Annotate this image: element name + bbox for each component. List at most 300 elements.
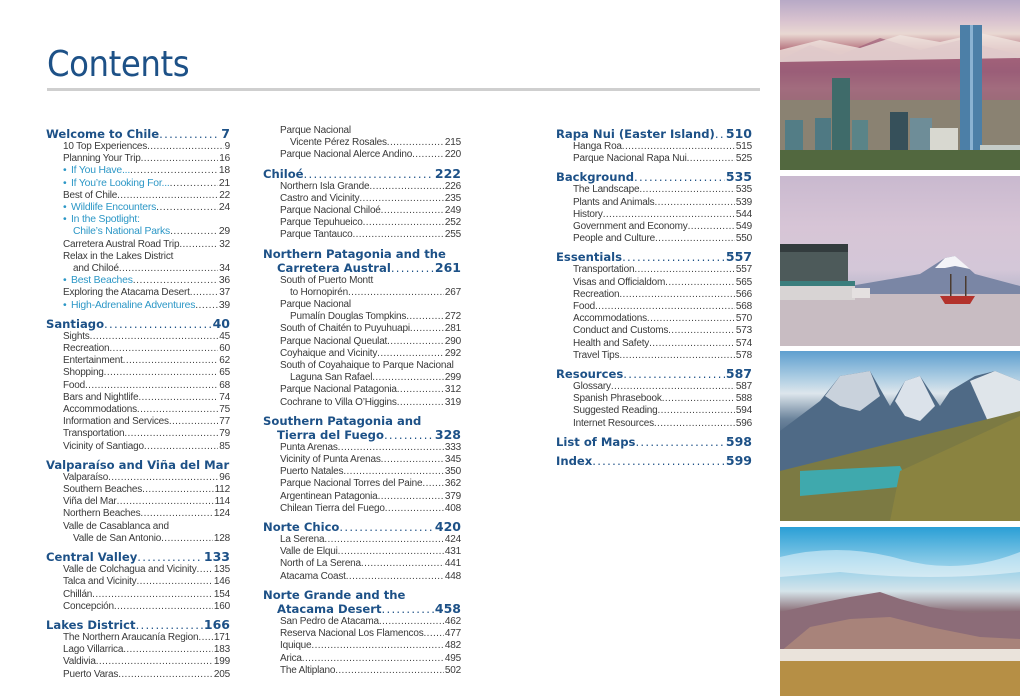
toc-entry[interactable] <box>263 360 461 372</box>
entry-text: South of Puerto Montt <box>280 274 374 286</box>
toc-entry[interactable] <box>556 325 752 337</box>
toc-entry[interactable] <box>263 336 461 348</box>
leader-dots <box>96 656 213 668</box>
toc-entry[interactable] <box>46 300 230 312</box>
toc-entry[interactable] <box>46 331 230 343</box>
toc-entry[interactable] <box>556 233 752 245</box>
toc-entry[interactable] <box>46 392 230 404</box>
leader-dots <box>372 372 444 384</box>
entry-text: Castro and Vicinity <box>280 192 360 204</box>
toc-section <box>263 245 461 409</box>
section-page-number: 133 <box>203 549 230 565</box>
leader-dots <box>611 381 735 393</box>
toc-entry[interactable] <box>263 125 461 137</box>
entry-text: North of La Serena <box>280 558 361 570</box>
toc-entry[interactable] <box>263 299 461 311</box>
entry-text: Conduct and Customs <box>573 325 669 337</box>
section-heading[interactable] <box>556 125 752 141</box>
section-title: Rapa Nui (Easter Island) <box>556 127 715 141</box>
entry-text: Viña del Mar <box>63 496 117 508</box>
toc-entry[interactable] <box>46 251 230 263</box>
section-heading[interactable] <box>556 365 752 381</box>
entry-page-number: 350 <box>444 466 461 478</box>
toc-entry[interactable] <box>556 221 752 233</box>
section-heading[interactable] <box>556 248 752 264</box>
leader-dots <box>369 181 444 193</box>
entry-text: Parque Tantauco <box>280 229 353 241</box>
entry-text: Valle de Colchagua and Vicinity <box>63 564 197 576</box>
toc-entry[interactable] <box>263 454 461 466</box>
toc-entry-continued[interactable] <box>263 372 461 384</box>
toc-entry[interactable] <box>46 484 230 496</box>
toc-entry[interactable] <box>46 496 230 508</box>
entry-text-wrap <box>280 491 378 503</box>
toc-entry-continued[interactable] <box>46 263 230 275</box>
desert-illustration <box>780 527 1020 696</box>
entry-text-wrap <box>280 125 351 137</box>
toc-entry[interactable] <box>46 441 230 453</box>
entry-text-cont: Chile’s National Parks <box>73 226 171 238</box>
toc-entry[interactable] <box>263 348 461 360</box>
toc-entry[interactable] <box>46 669 230 681</box>
toc-entry[interactable] <box>46 190 230 202</box>
toc-entry[interactable] <box>46 275 230 287</box>
entry-text-wrap <box>573 393 662 405</box>
section-title-cont: Atacama Desert <box>277 601 382 616</box>
section-heading-continued[interactable] <box>263 428 461 442</box>
toc-entry[interactable] <box>556 381 752 393</box>
toc-entry[interactable] <box>46 343 230 355</box>
entry-text-wrap <box>280 384 397 396</box>
toc-entry[interactable] <box>263 478 461 490</box>
toc-entry[interactable] <box>556 289 752 301</box>
entry-text: Parque Nacional <box>280 125 351 136</box>
toc-entry-continued[interactable] <box>46 533 230 545</box>
entry-text: If You’re Looking For... <box>71 177 170 189</box>
entry-text: Travel Tips <box>573 349 620 361</box>
entry-page-number: 539 <box>735 196 752 208</box>
entry-text: Accommodations <box>63 404 137 416</box>
section-page-number: 458 <box>434 601 461 616</box>
entry-text-wrap <box>63 202 156 214</box>
toc-entry[interactable] <box>46 178 230 190</box>
toc-entry[interactable] <box>556 301 752 313</box>
leader-dots <box>406 311 444 323</box>
leader-dots <box>136 618 203 632</box>
toc-entry[interactable] <box>46 564 230 576</box>
leader-dots <box>623 367 725 381</box>
toc-entry[interactable] <box>46 601 230 613</box>
entry-text: Food <box>63 379 85 391</box>
leader-dots <box>311 640 443 652</box>
toc-entry-continued[interactable] <box>263 311 461 323</box>
entry-text: Atacama Coast <box>280 570 346 582</box>
toc-entry[interactable] <box>556 197 752 209</box>
entry-text-wrap <box>573 141 622 153</box>
entry-text: Parque Nacional <box>280 299 351 311</box>
section-heading-continued[interactable] <box>263 602 461 616</box>
toc-section <box>46 616 230 681</box>
entry-page-number: 85 <box>219 440 230 452</box>
toc-entry[interactable] <box>46 428 230 440</box>
toc-entry[interactable] <box>46 239 230 251</box>
entry-page-number: 199 <box>213 656 230 668</box>
toc-entry[interactable] <box>263 217 461 229</box>
section-title: Welcome to Chile <box>46 127 160 141</box>
toc-entry[interactable] <box>263 653 461 665</box>
leader-dots <box>619 289 735 301</box>
entry-text-cont: Valle de San Antonio <box>73 532 162 544</box>
leader-dots <box>197 564 213 576</box>
toc-entry-continued[interactable] <box>263 137 461 149</box>
entry-text-wrap <box>63 484 142 496</box>
entry-page-number: 299 <box>444 372 461 384</box>
entry-page-number: 267 <box>444 286 461 298</box>
leader-dots <box>634 264 735 276</box>
entry-text-wrap <box>63 141 147 153</box>
entry-text-wrap <box>63 251 173 263</box>
toc-entry[interactable] <box>556 338 752 350</box>
title-rule <box>47 88 760 91</box>
toc-entry[interactable] <box>263 384 461 396</box>
toc-entry[interactable] <box>46 287 230 299</box>
leader-dots <box>147 141 224 153</box>
toc-entry-continued[interactable] <box>46 226 230 238</box>
entry-text: South of Chaitén to Puyuhuapi <box>280 323 410 335</box>
entry-text: San Pedro de Atacama <box>280 615 379 627</box>
section-heading[interactable] <box>263 165 461 181</box>
section-title-cont: Carretera Austral <box>277 260 391 275</box>
leader-dots <box>387 336 444 348</box>
entry-page-number: 65 <box>219 367 230 379</box>
toc-entry[interactable] <box>46 508 230 520</box>
entry-text-wrap <box>280 205 381 217</box>
leader-dots <box>387 137 444 149</box>
entry-text-wrap <box>280 193 359 205</box>
toc-section <box>263 518 461 583</box>
entry-text-wrap <box>573 233 655 245</box>
entry-text: High-Adrenaline Adventures <box>71 299 196 311</box>
entry-text-cont: Vicente Pérez Rosales <box>290 137 387 149</box>
toc-entry[interactable] <box>556 184 752 196</box>
entry-text: Northern Isla Grande <box>280 180 370 192</box>
section-page-number: 328 <box>434 427 461 442</box>
entry-text-wrap <box>63 287 190 299</box>
entry-text-wrap <box>280 454 381 466</box>
entry-text-wrap <box>63 632 198 644</box>
toc-entry[interactable] <box>556 264 752 276</box>
leader-dots <box>715 127 725 141</box>
toc-column-1 <box>46 125 230 684</box>
entry-text: Parque Nacional Rapa Nui <box>573 153 687 165</box>
entry-text: Health and Safety <box>573 337 650 349</box>
toc-entry[interactable] <box>556 405 752 417</box>
leader-dots <box>141 153 219 165</box>
bullet-icon: • <box>63 214 67 226</box>
section-heading[interactable] <box>263 412 461 428</box>
section-title: Chiloé <box>263 166 304 181</box>
section-page-number: 420 <box>434 519 461 535</box>
leader-dots <box>117 496 214 508</box>
entry-text: Wildlife Encounters <box>71 202 157 214</box>
entry-text: Glossary <box>573 381 611 393</box>
leader-dots <box>687 153 735 165</box>
toc-entry[interactable] <box>556 393 752 405</box>
toc-entry[interactable] <box>263 503 461 515</box>
toc-section <box>556 452 752 468</box>
toc-entry[interactable] <box>46 644 230 656</box>
toc-entry[interactable] <box>263 491 461 503</box>
entry-text-wrap <box>573 418 654 430</box>
toc-entry[interactable] <box>46 141 230 153</box>
toc-entry[interactable] <box>46 214 230 226</box>
toc-section <box>263 165 461 242</box>
entry-page-number: 215 <box>444 137 461 149</box>
toc-entry[interactable] <box>263 571 461 583</box>
leader-dots <box>339 520 434 534</box>
entry-text-wrap <box>63 589 92 601</box>
leader-dots <box>137 550 203 564</box>
section-heading[interactable] <box>263 586 461 602</box>
entry-text-wrap <box>63 165 130 177</box>
toc-entry[interactable] <box>556 141 752 153</box>
entry-text-wrap <box>573 209 603 221</box>
entry-text: Best of Chile <box>63 189 118 201</box>
section-heading-continued[interactable] <box>263 261 461 275</box>
toc-entry[interactable] <box>46 165 230 177</box>
toc-entry[interactable] <box>46 521 230 533</box>
toc-entry[interactable] <box>556 418 752 430</box>
entry-page-number: 570 <box>735 313 752 325</box>
section-heading[interactable] <box>46 616 230 632</box>
toc-entry[interactable] <box>46 656 230 668</box>
entry-text-wrap <box>63 331 90 343</box>
toc-entry[interactable] <box>263 275 461 287</box>
section-heading[interactable] <box>263 245 461 261</box>
toc-entry[interactable] <box>263 229 461 241</box>
leader-dots <box>140 508 213 520</box>
toc-entry[interactable] <box>263 323 461 335</box>
entry-page-number: 462 <box>444 615 461 627</box>
leader-dots <box>124 428 218 440</box>
section-title: Santiago <box>46 316 105 331</box>
section-heading[interactable] <box>46 125 230 141</box>
entry-text: The Northern Araucanía Region <box>63 631 199 643</box>
entry-page-number: 379 <box>444 490 461 502</box>
entry-text-wrap <box>63 601 114 613</box>
entry-text: Talca and Vicinity <box>63 576 137 588</box>
leader-dots <box>117 190 218 202</box>
leader-dots <box>348 287 444 299</box>
section-page-number: 598 <box>725 433 752 449</box>
entry-text-cont: to Hornopirén <box>290 286 348 298</box>
toc-entry[interactable] <box>46 416 230 428</box>
photo-lake-volcano <box>780 176 1020 346</box>
entry-page-number: 226 <box>444 180 461 192</box>
toc-entry[interactable] <box>263 442 461 454</box>
toc-section <box>263 586 461 677</box>
entry-text-wrap <box>63 275 133 287</box>
toc-entry[interactable] <box>556 313 752 325</box>
section-heading[interactable] <box>46 456 230 472</box>
entry-text: Parque Nacional Alerce Andino <box>280 149 413 161</box>
toc-entry[interactable] <box>263 665 461 677</box>
entry-text: Accommodations <box>573 313 647 325</box>
entry-text: Cochrane to Villa O’Higgins <box>280 396 397 408</box>
entry-text-wrap <box>63 190 117 202</box>
entry-text: Entertainment <box>63 355 123 367</box>
entry-text-wrap <box>573 301 595 313</box>
section-page-number <box>229 458 230 472</box>
entry-page-number: 74 <box>219 391 230 403</box>
entry-page-number: 568 <box>735 301 752 313</box>
section-title: Essentials <box>556 250 623 265</box>
entry-text-wrap <box>63 416 169 428</box>
toc-entry[interactable] <box>46 202 230 214</box>
toc-entry[interactable] <box>556 277 752 289</box>
entry-text-wrap <box>63 644 123 656</box>
toc-entry[interactable] <box>263 149 461 161</box>
toc-entry[interactable] <box>263 558 461 570</box>
entry-text-wrap <box>280 299 351 311</box>
toc-column-2 <box>263 125 461 680</box>
toc-entry[interactable] <box>263 640 461 652</box>
entry-text-wrap <box>63 239 179 251</box>
leader-dots <box>595 301 735 313</box>
entry-page-number: 205 <box>213 668 230 680</box>
entry-text: History <box>573 208 603 220</box>
toc-entry[interactable] <box>556 209 752 221</box>
toc-entry[interactable] <box>46 367 230 379</box>
entry-page-number: 525 <box>735 153 752 165</box>
section-heading[interactable] <box>556 452 752 468</box>
leader-dots <box>195 300 218 312</box>
section-title: Central Valley <box>46 550 138 565</box>
leader-dots <box>136 576 212 588</box>
leader-dots <box>649 338 735 350</box>
leader-dots <box>161 533 213 545</box>
section-page-number: 535 <box>725 169 752 185</box>
entry-text-wrap <box>63 496 117 508</box>
entry-page-number: 146 <box>213 576 230 588</box>
entry-page-number: 154 <box>213 588 230 600</box>
section-title: Norte Grande and the <box>263 587 406 602</box>
entry-text: Argentinean Patagonia <box>280 490 378 502</box>
entry-page-number: 549 <box>735 221 752 233</box>
entry-text-wrap <box>280 217 363 229</box>
entry-text-wrap <box>63 178 170 190</box>
entry-text: Reserva Nacional Los Flamencos <box>280 628 424 640</box>
entry-text-wrap <box>63 441 144 453</box>
toc-entry[interactable] <box>46 576 230 588</box>
leader-dots <box>169 416 218 428</box>
leader-dots <box>338 546 444 558</box>
leader-dots <box>377 348 444 360</box>
entry-text: Chillán <box>63 588 93 600</box>
entry-page-number: 252 <box>444 217 461 229</box>
toc-entry[interactable] <box>263 193 461 205</box>
leader-dots <box>603 209 735 221</box>
toc-entry[interactable] <box>46 632 230 644</box>
entry-text: People and Culture <box>573 233 656 245</box>
section-heading[interactable] <box>46 548 230 564</box>
entry-text: Shopping <box>63 367 104 379</box>
toc-entry[interactable] <box>263 466 461 478</box>
toc-entry[interactable] <box>263 397 461 409</box>
entry-page-number: 319 <box>444 396 461 408</box>
toc-entry[interactable] <box>46 355 230 367</box>
leader-dots <box>104 317 212 331</box>
entry-page-number: 424 <box>444 534 461 546</box>
section-heading[interactable] <box>556 168 752 184</box>
leader-dots <box>302 653 444 665</box>
leader-dots <box>657 405 734 417</box>
section-page-number: 587 <box>725 366 752 382</box>
photo-torres-del-paine <box>780 351 1020 521</box>
leader-dots <box>639 184 735 196</box>
leader-dots <box>170 178 218 190</box>
entry-page-number: 502 <box>444 664 461 676</box>
section-heading[interactable] <box>556 433 752 449</box>
leader-dots <box>85 380 218 392</box>
entry-page-number: 255 <box>444 229 461 241</box>
entry-text-wrap <box>573 153 687 165</box>
entry-text-wrap <box>63 656 96 668</box>
entry-text-wrap <box>63 404 137 416</box>
toc-entry[interactable] <box>46 404 230 416</box>
entry-page-number: 112 <box>214 484 230 496</box>
leader-dots <box>381 205 444 217</box>
toc-entry[interactable] <box>263 628 461 640</box>
toc-entry[interactable] <box>263 205 461 217</box>
entry-page-number: 550 <box>735 233 752 245</box>
leader-dots <box>622 250 725 264</box>
section-heading[interactable] <box>263 518 461 534</box>
toc-entry[interactable] <box>263 181 461 193</box>
leader-dots <box>335 665 444 677</box>
toc-entry[interactable] <box>46 153 230 165</box>
toc-entry[interactable] <box>263 534 461 546</box>
entry-page-number: 596 <box>735 417 752 429</box>
toc-entry[interactable] <box>556 153 752 165</box>
bullet-icon: • <box>63 202 67 214</box>
entry-page-number: 37 <box>219 287 230 299</box>
toc-entry[interactable] <box>46 380 230 392</box>
toc-entry[interactable] <box>556 350 752 362</box>
toc-entry[interactable] <box>46 589 230 601</box>
entry-text: Concepción <box>63 600 114 612</box>
entry-page-number: 588 <box>735 393 752 405</box>
toc-entry[interactable] <box>263 616 461 628</box>
entry-text-wrap <box>280 466 343 478</box>
toc-entry[interactable] <box>46 472 230 484</box>
leader-dots <box>397 397 444 409</box>
entry-text-wrap <box>63 214 140 226</box>
leader-dots <box>123 644 213 656</box>
entry-page-number: 21 <box>218 177 230 189</box>
skyline-illustration <box>780 0 1020 170</box>
leader-dots <box>137 404 218 416</box>
toc-entry-continued[interactable] <box>263 287 461 299</box>
entry-page-number: 345 <box>444 454 461 466</box>
entry-text: Exploring the Atacama Desert <box>63 287 190 299</box>
leader-dots <box>622 141 735 153</box>
leader-dots <box>361 558 444 570</box>
toc-entry[interactable] <box>263 546 461 558</box>
toc-column-3 <box>556 125 752 471</box>
entry-page-number: 18 <box>218 165 230 177</box>
section-heading[interactable] <box>46 315 230 331</box>
